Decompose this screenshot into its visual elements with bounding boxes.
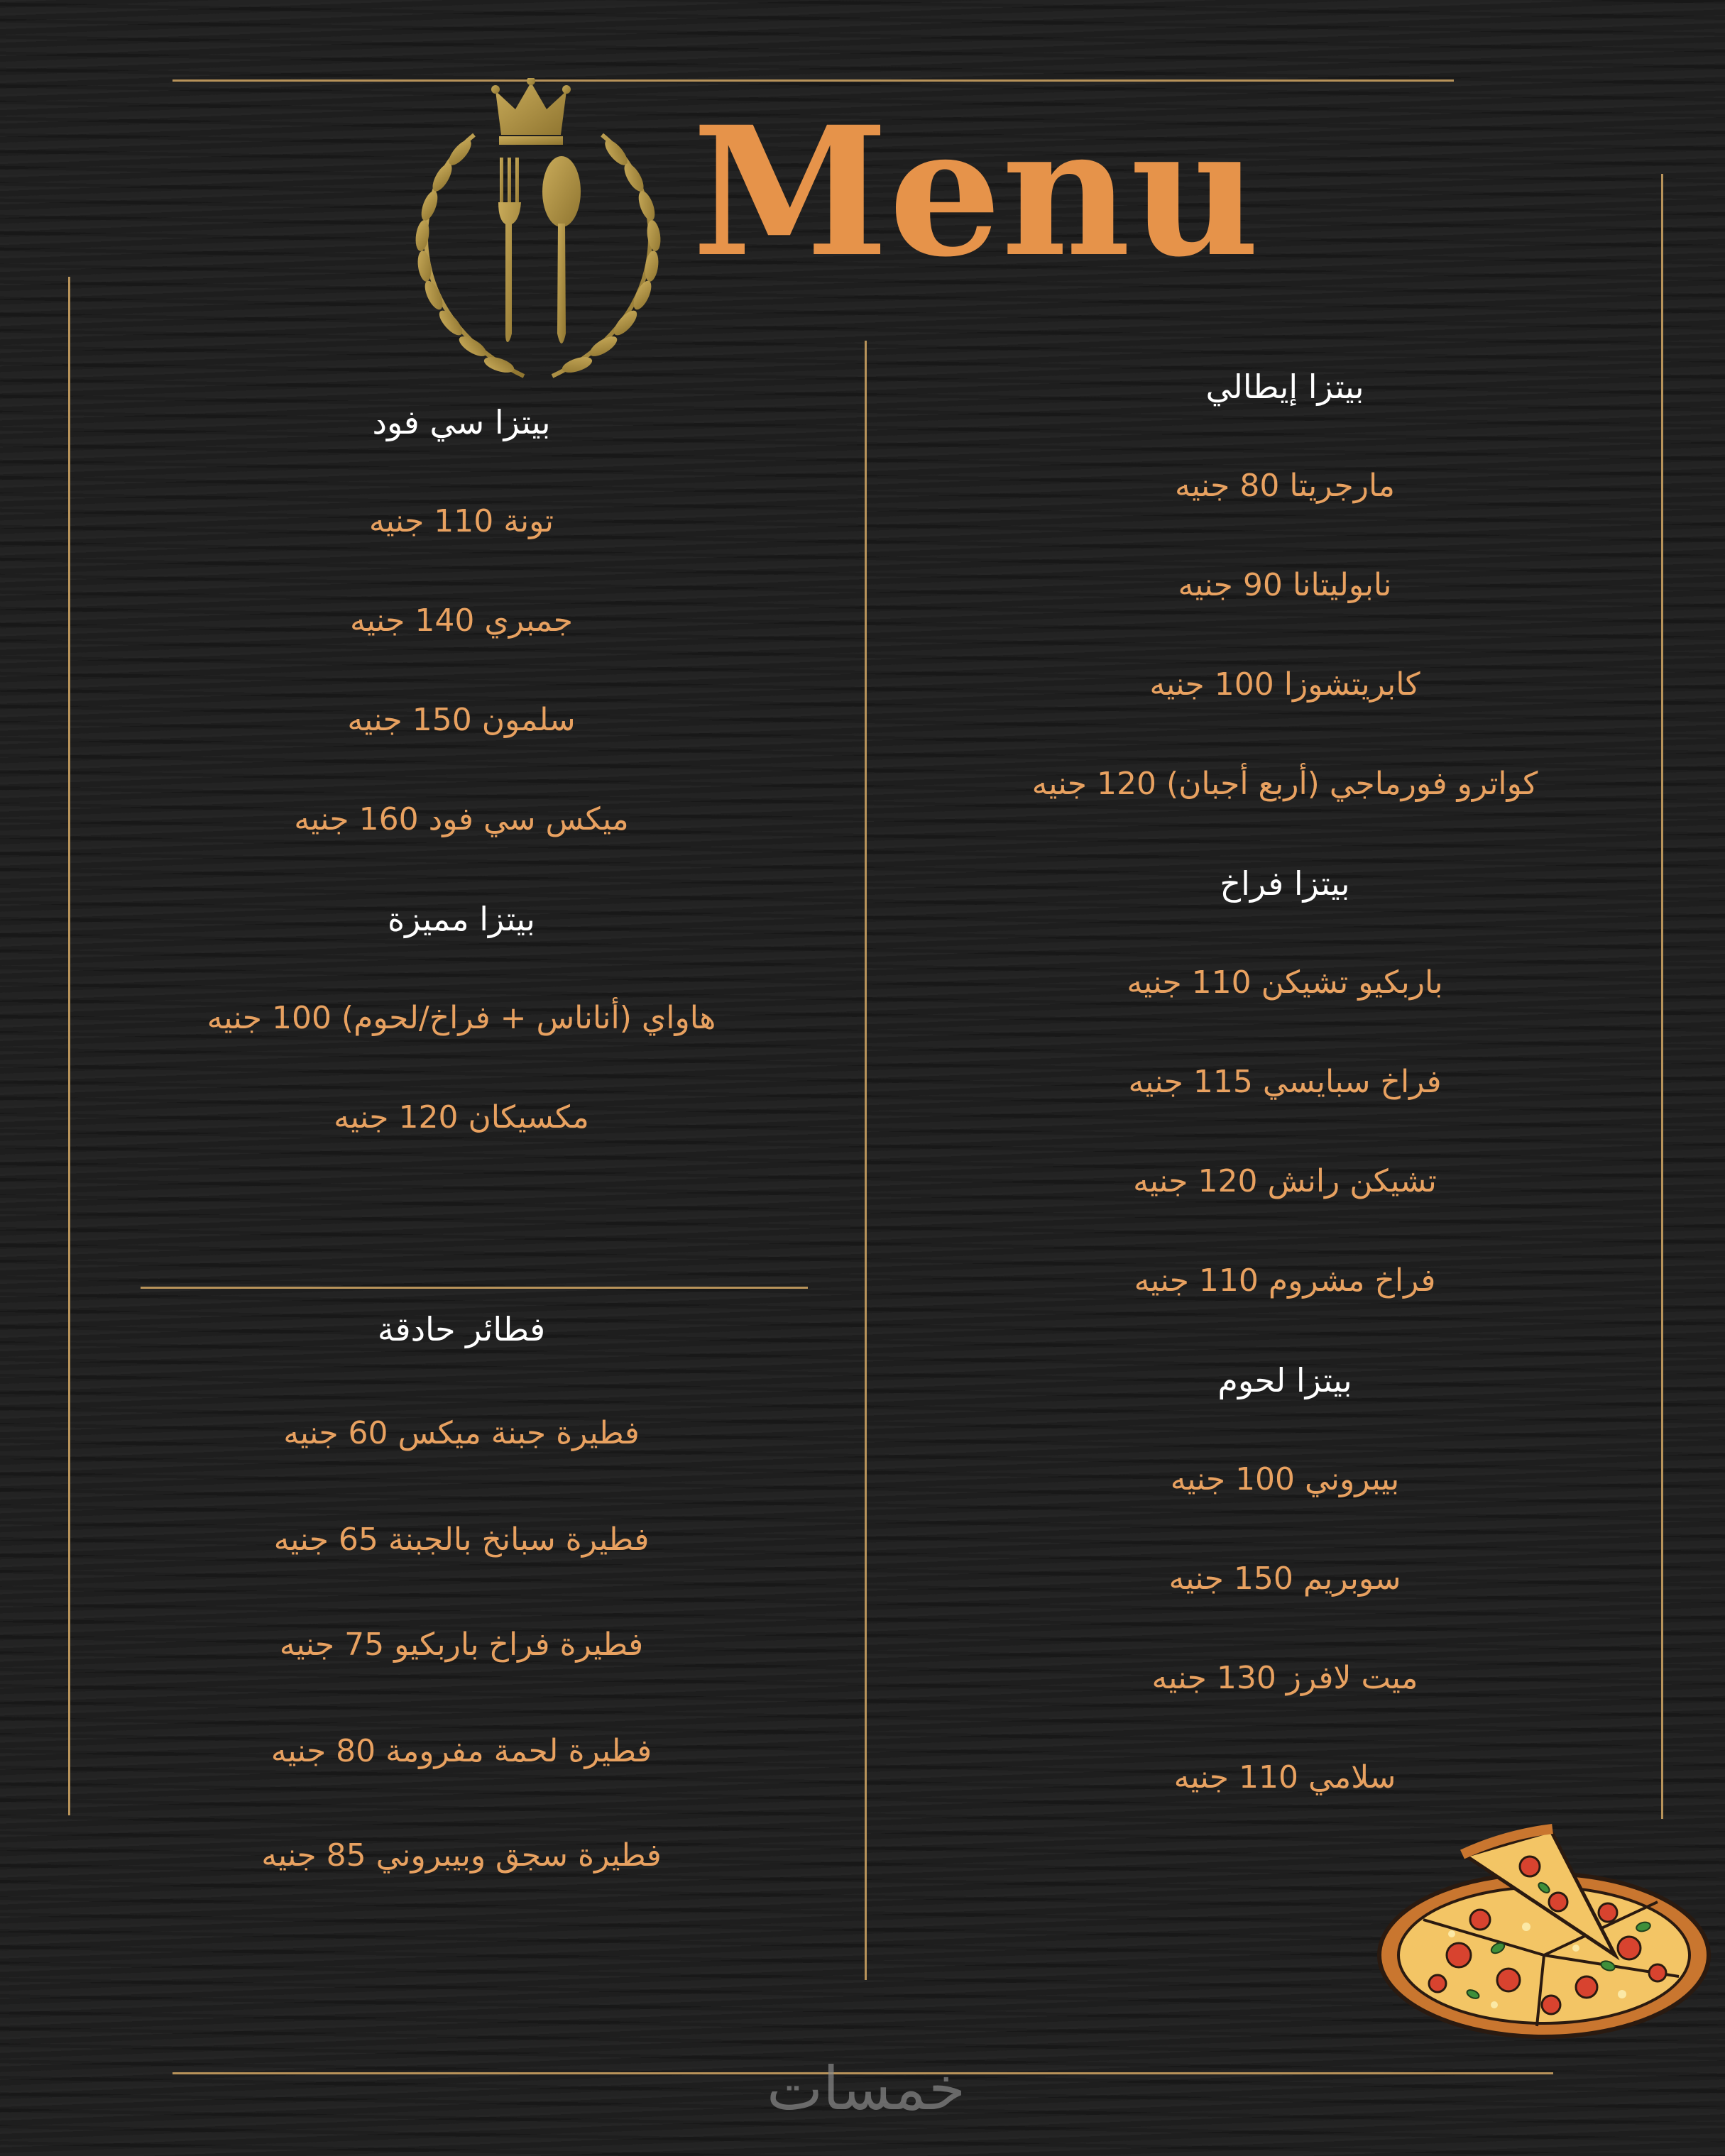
center-divider-line	[865, 341, 867, 1980]
section-title-seafood: بيتزا سي فود	[372, 403, 551, 441]
menu-item: كواترو فورماجي (أربع أجبان) 120 جنيه	[1031, 766, 1538, 802]
menu-item: فطيرة فراخ باربكيو 75 جنيه	[279, 1627, 644, 1663]
menu-item: فطيرة سبانخ بالجبنة 65 جنيه	[273, 1522, 650, 1558]
top-divider	[172, 79, 1454, 82]
menu-item: سلمون 150 جنيه	[347, 702, 576, 738]
menu-item: سوبريم 150 جنيه	[1168, 1561, 1401, 1597]
menu-item: ميكس سي فود 160 جنيه	[294, 801, 629, 837]
section-title-italian: بيتزا إيطالي	[1205, 368, 1364, 406]
right-border-line	[1661, 174, 1663, 1819]
menu-item: تشيكن رانش 120 جنيه	[1133, 1163, 1437, 1199]
watermark-text: خمسات	[766, 2054, 966, 2123]
menu-item: فطيرة جبنة ميكس 60 جنيه	[283, 1415, 640, 1451]
menu-item: فطيرة سجق وبيبروني 85 جنيه	[261, 1837, 662, 1874]
menu-item: باربكيو تشيكن 110 جنيه	[1127, 964, 1443, 1001]
left-section-divider	[141, 1287, 808, 1289]
menu-item: فراخ مشروم 110 جنيه	[1134, 1263, 1436, 1299]
section-title-meats: بيتزا لحوم	[1217, 1361, 1352, 1399]
menu-title: Menu	[692, 87, 1260, 296]
menu-item: سلامي 110 جنيه	[1173, 1759, 1396, 1795]
left-border-line	[68, 277, 70, 1815]
crown-cutlery-laurel-icon	[389, 78, 687, 390]
menu-item: هاواي (أناناس + فراخ/لحوم) 100 جنيه	[207, 1000, 716, 1036]
menu-item: نابوليتانا 90 جنيه	[1178, 567, 1392, 603]
section-title-chicken: بيتزا فراخ	[1220, 864, 1350, 903]
menu-item: مكسيكان 120 جنيه	[334, 1099, 589, 1135]
menu-item: ميت لافرز 130 جنيه	[1151, 1660, 1418, 1696]
menu-item: كابريتشوزا 100 جنيه	[1149, 666, 1420, 703]
section-title-special: بيتزا مميزة	[388, 900, 535, 938]
menu-item: تونة 110 جنيه	[368, 503, 554, 539]
menu-item: فطيرة لحمة مفرومة 80 جنيه	[270, 1733, 652, 1769]
pizza-illustration-icon	[1374, 1813, 1725, 2040]
menu-item: مارجريتا 80 جنيه	[1175, 468, 1395, 504]
menu-item: فراخ سبايسي 115 جنيه	[1128, 1064, 1442, 1100]
menu-item: جمبري 140 جنيه	[350, 603, 573, 639]
menu-item: بيبروني 100 جنيه	[1170, 1461, 1400, 1497]
section-title-savory-pies: فطائر حادقة	[377, 1310, 546, 1348]
